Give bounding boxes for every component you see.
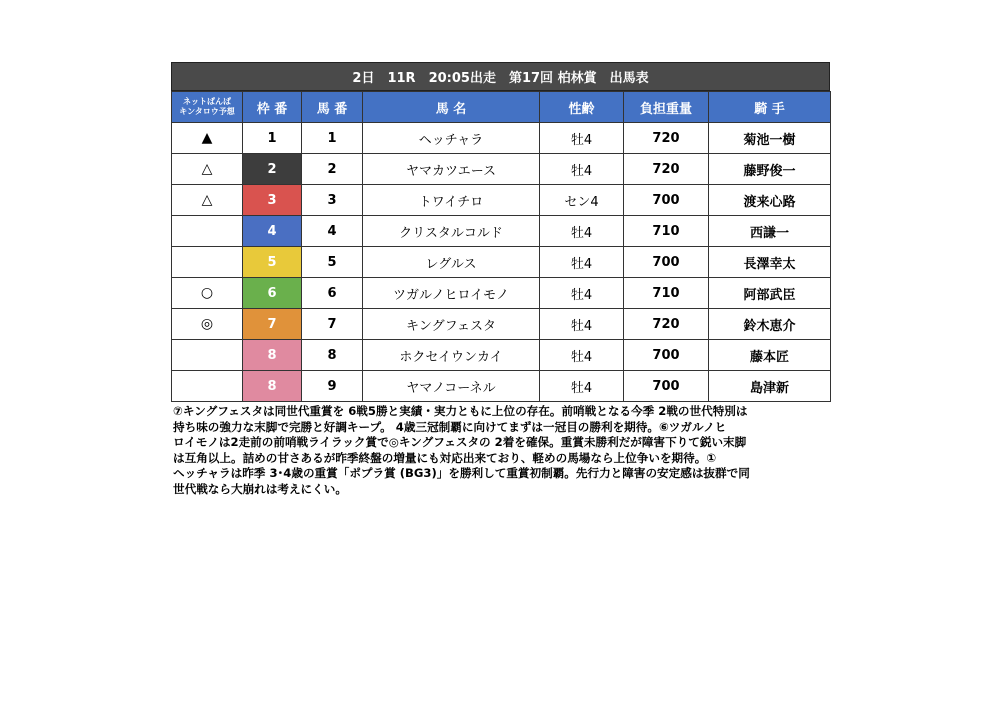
sex-age: 牡4 [540,278,624,309]
header-prediction-line2: キンタロウ予想 [179,107,235,116]
entry-table [171,91,831,402]
prediction-mark [172,371,243,402]
commentary-line: 持ち味の強力な末脚で完勝と好調キープ。 4歳三冠制覇に向けてまずは一冠目の勝利を期待。⑥ツガルノヒ [173,419,727,434]
header-prediction-line1: ネットばんば [183,97,231,106]
commentary-line: ロイモノは2走前の前哨戦ライラック賞で◎キングフェスタの 2着を確保。重賞未勝利だが障害下りて鋭い末脚 [173,435,747,450]
commentary-line: は互角以上。詰めの甘さあるが昨季終盤の増量にも対応出来ており、軽めの馬場なら上位争いを期待。① [173,450,717,465]
prediction-mark [172,247,243,278]
jockey-name: 菊池一樹 [709,123,831,154]
jockey-name: 西謙一 [709,216,831,247]
race-card [171,62,830,402]
table-row [172,154,831,185]
horse-number: 6 [302,278,363,309]
frame-number: 8 [243,371,302,402]
prediction-mark [172,216,243,247]
header-row [172,92,831,123]
horse-name: ツガルノヒロイモノ [363,278,540,309]
header-frame: 枠 番 [243,92,302,123]
sex-age: 牡4 [540,309,624,340]
burden-weight: 700 [624,185,709,216]
sex-age: 牡4 [540,154,624,185]
prediction-mark: △ [172,185,243,216]
jockey-name: 島津新 [709,371,831,402]
frame-number: 2 [243,154,302,185]
sex-age: 牡4 [540,247,624,278]
commentary-line: ⑦キングフェスタは同世代重賞を 6戦5勝と実績・実力ともに上位の存在。前哨戦となる今季 2戦の世代特別は [173,404,748,418]
prediction-mark: ○ [172,278,243,309]
horse-name: キングフェスタ [363,309,540,340]
burden-weight: 700 [624,247,709,278]
frame-number: 6 [243,278,302,309]
horse-number: 9 [302,371,363,402]
horse-number: 4 [302,216,363,247]
burden-weight: 710 [624,278,709,309]
prediction-mark [172,340,243,371]
horse-name: トワイチロ [363,185,540,216]
horse-name: ホクセイウンカイ [363,340,540,371]
burden-weight: 710 [624,216,709,247]
burden-weight: 700 [624,340,709,371]
table-row [172,123,831,154]
prediction-mark: ▲ [172,123,243,154]
horse-name: ヘッチャラ [363,123,540,154]
frame-number: 4 [243,216,302,247]
header-jockey: 騎 手 [709,92,831,123]
sex-age: セン4 [540,185,624,216]
horse-number: 8 [302,340,363,371]
jockey-name: 長澤幸太 [709,247,831,278]
table-row [172,247,831,278]
horse-name: ヤマノコーネル [363,371,540,402]
frame-number: 5 [243,247,302,278]
jockey-name: 渡来心路 [709,185,831,216]
horse-name: クリスタルコルド [363,216,540,247]
sex-age: 牡4 [540,216,624,247]
jockey-name: 鈴木恵介 [709,309,831,340]
burden-weight: 720 [624,123,709,154]
burden-weight: 720 [624,309,709,340]
horse-number: 3 [302,185,363,216]
frame-number: 3 [243,185,302,216]
frame-number: 8 [243,340,302,371]
table-row [172,309,831,340]
prediction-mark: ◎ [172,309,243,340]
burden-weight: 720 [624,154,709,185]
horse-name: ヤマカツエース [363,154,540,185]
table-row [172,371,831,402]
header-name: 馬 名 [363,92,540,123]
header-number: 馬 番 [302,92,363,123]
jockey-name: 藤本匠 [709,340,831,371]
horse-number: 1 [302,123,363,154]
horse-number: 5 [302,247,363,278]
race-commentary [173,404,838,498]
race-title: 2日 11R 20:05出走 第17回 柏林賞 出馬表 [171,62,830,91]
header-prediction [172,92,243,123]
jockey-name: 藤野俊一 [709,154,831,185]
header-weight: 負担重量 [624,92,709,123]
commentary-line: ヘッチャラは昨季 3･4歳の重賞「ポプラ賞 (BG3)」を勝利して重賞初制覇。先行力と障害の安定感は抜群で同 [173,466,750,481]
header-sex-age: 性齢 [540,92,624,123]
sex-age: 牡4 [540,123,624,154]
prediction-mark: △ [172,154,243,185]
burden-weight: 700 [624,371,709,402]
frame-number: 1 [243,123,302,154]
sex-age: 牡4 [540,340,624,371]
frame-number: 7 [243,309,302,340]
commentary-line: 世代戦なら大崩れは考えにくい。 [173,481,347,496]
horse-number: 7 [302,309,363,340]
table-row [172,278,831,309]
horse-name: レグルス [363,247,540,278]
sex-age: 牡4 [540,371,624,402]
jockey-name: 阿部武臣 [709,278,831,309]
table-row [172,216,831,247]
table-row [172,185,831,216]
table-row [172,340,831,371]
horse-number: 2 [302,154,363,185]
